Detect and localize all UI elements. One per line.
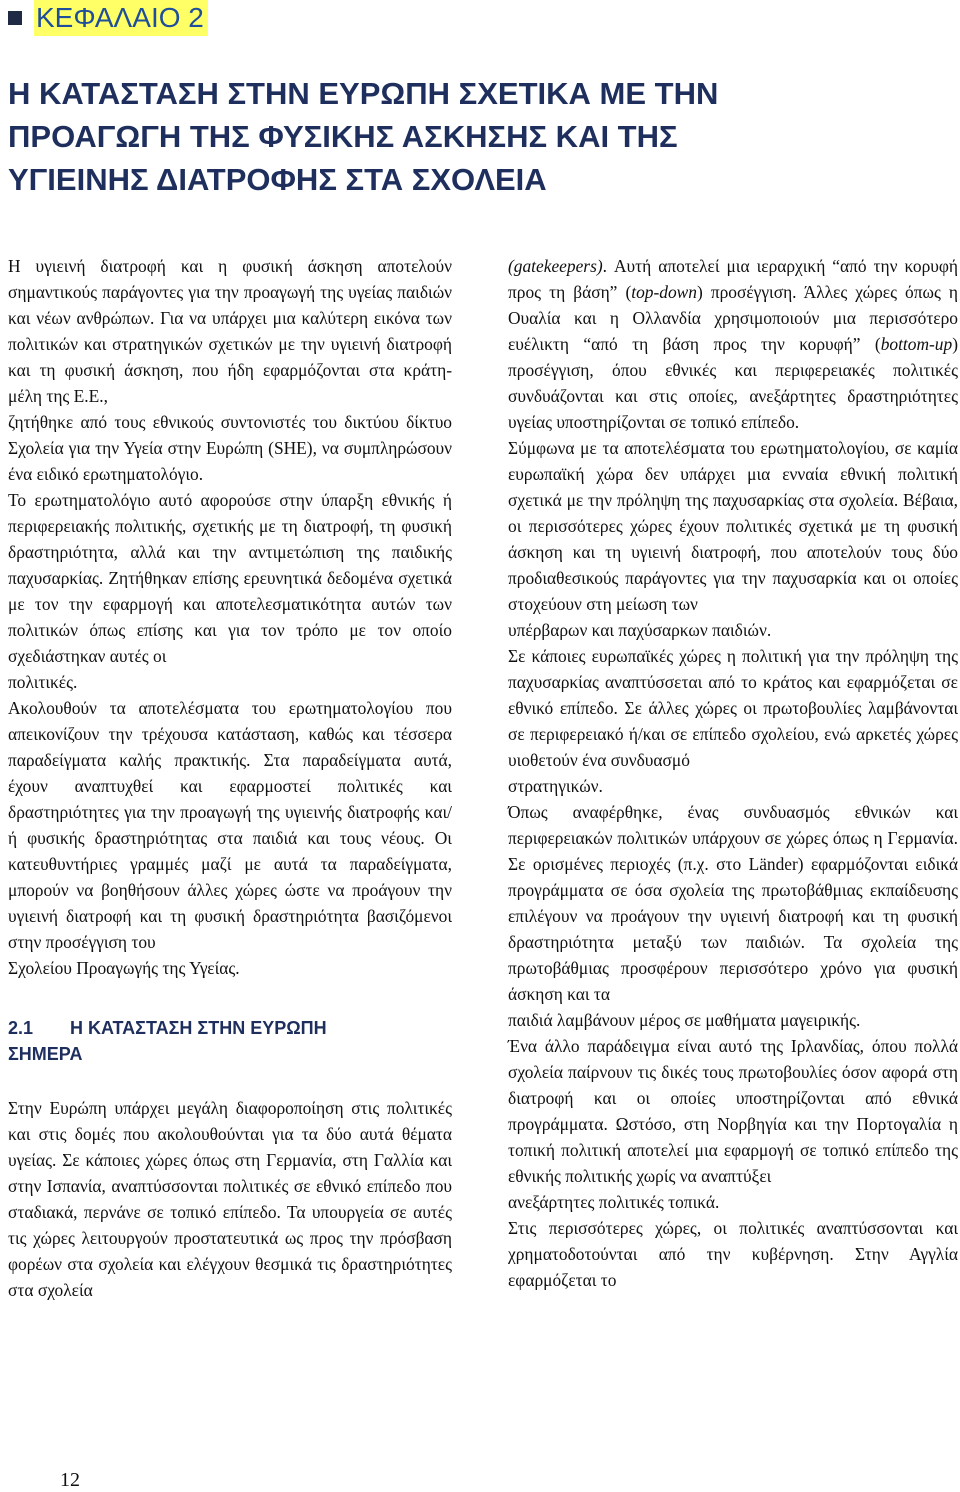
page-number: 12	[60, 1469, 80, 1491]
paragraph: Όπως αναφέρθηκε, ένας συνδυασμός εθνικών και περιφερειακών πολιτικών υπάρχουν σε χώρες όπως η Γερμανία. Σε ορισμένες περιοχές (π.χ. στο Länder) εφαρμόζονται ειδικά προγράμματα σε όσα σχολεία της πρωτοβάθμιας εκπαίδευσης επιλέγουν να προάγουν την υγιεινή διατροφή και τη φυσική δραστηριότητα μεταξύ των παιδιών. Τα σχολεία της πρωτοβάθμιας προσφέρουν περισσότερο χρόνο για φυσική άσκηση και τα παιδιά λαμβάνουν μέρος σε μαθήματα μαγειρικής.	[508, 802, 958, 1030]
italic-term: top-down	[631, 282, 697, 302]
square-bullet-icon	[8, 11, 22, 25]
paragraph: Σύμφωνα με τα αποτελέσματα του ερωτηματολογίου, σε καμία ευρωπαϊκή χώρα δεν υπάρχει μια ενναία εθνική πολιτική σχετικά με την πρόληψη της παχυσαρκίας στα σχολεία. Βέβαια, οι περισσότερες χώρες έχουν πολιτικές σχετικά με τη φυσική άσκηση και τη υγιεινή διατροφή, που αποτελούν τους δύο προδιαθεσικούς παράγοντες για την παχυσαρκία και οι οποίες στοχεύουν στη μείωση των υπέρβαρων και παχύσαρκων παιδιών.	[508, 438, 958, 640]
paragraph	[508, 253, 958, 435]
section-title: Η ΚΑΤΑΣΤΑΣΗ ΣΤΗΝ ΕΥΡΩΠΗ ΣΗΜΕΡΑ	[8, 1018, 327, 1064]
left-column	[8, 253, 452, 1303]
italic-term: (gatekeepers)	[508, 256, 603, 276]
paragraph: Ακολουθούν τα αποτελέσματα του ερωτηματολογίου που απεικονίζουν την τρέχουσα κατάσταση, καθώς και τέσσερα παραδείγματα καλής πρακτικής. Στα παραδείγματα αυτά, έχουν αναπτυχθεί και εφαρμοστεί πολιτικές και δραστηριότητες για την προαγωγή της υγιεινής διατροφής και/ ή φυσικής δραστηριότητας στα παιδιά και τους νέους. Οι κατευθυντήριες γραμμές μαζί με αυτά τα παραδείγματα, μπορούν να βοηθήσουν άλλες χώρες ώστε να προάγουν την υγιεινή διατροφή και τη φυσική δραστηριότητα βασιζόμενοι στην προσέγγιση του Σχολείου Προαγωγής της Υγείας.	[8, 698, 452, 978]
paragraph: Η υγιεινή διατροφή και η φυσική άσκηση αποτελούν σημαντικούς παράγοντες για την προαγωγή της υγείας παιδιών και νέων ανθρώπων. Για να υπάρχει μια καλύτερη εικόνα των πολιτικών και στρατηγικών σχετικών με την υγιεινή διατροφή και τη φυσική άσκηση, που ήδη εφαρμόζονται στα κράτη- μέλη της Ε.Ε., ζητήθηκε από τους εθνικούς συντονιστές του δικτύου δίκτυο Σχολεία για την Υγεία στην Ευρώπη (SHE), να συμπληρώσουν ένα ειδικό ερωτηματολόγιο.	[8, 256, 452, 484]
chapter-header	[8, 0, 208, 36]
paragraph: Ένα άλλο παράδειγμα είναι αυτό της Ιρλανδίας, όπου πολλά σχολεία παίρνουν τις δικές τους πρωτοβουλίες όσον αφορά στη διατροφή και οι οποίες υποστηρίζονται από εθνικά προγράμματα. Ωστόσο, στη Νορβηγία και την Πορτογαλία η τοπική πολιτική αποτελεί μια εφαρμογή σε τοπικό επίπεδο της εθνικής πολιτικής χωρίς να αναπτύξει ανεξάρτητες πολιτικές τοπικά.	[508, 1036, 958, 1212]
text-run: ) προσέγγιση. Άλλες χώρες όπως η Ουαλία και η Ολλανδία χρησιμοποιούν μια περισσότερο ευέλικτη “από τη βάση προς την κορυφή” (	[508, 282, 958, 354]
page-title: Η ΚΑΤΑΣΤΑΣΗ ΣΤΗΝ ΕΥΡΩΠΗ ΣΧΕΤΙΚΑ ΜΕ ΤΗΝ ΠΡΟΑΓΩΓΗ ΤΗΣ ΦΥΣΙΚΗΣ ΑΣΚΗΣΗΣ ΚΑΙ ΤΗΣ ΥΓΙΕΙΝΗΣ ΔΙΑΤΡΟΦΗΣ ΣΤΑ ΣΧΟΛΕΙΑ	[8, 76, 719, 197]
section-number: 2.1	[8, 1018, 34, 1038]
right-column	[508, 253, 958, 1293]
paragraph: Στην Ευρώπη υπάρχει μεγάλη διαφοροποίηση στις πολιτικές και στις δομές που ακολουθούνται για τα δύο αυτά θέματα υγείας. Σε κάποιες χώρες όπως στη Γερμανία, στη Γαλλία και στην Ισπανία, αναπτύσσονται πολιτικές σε εθνικό επίπεδο που σταδιακά, περνάνε σε τοπικό επίπεδο. Τα υπουργεία σε αυτές τις χώρες λειτουργούν προστατευτικά ως προς την πρόσβαση φορέων στα σχολεία και ελέγχουν θεσμικά τις δραστηριότητες στα σχολεία	[8, 1098, 452, 1300]
italic-term: bottom-up	[880, 334, 953, 354]
text-run: . Αυτή αποτελεί μια ιεραρχική “από την κορυφή προς τη βάση” (	[508, 256, 958, 302]
text-run: ) προσέγγιση, όπου εθνικές και περιφερειακές πολιτικές συνδυάζονται και στις οποίες, ανεξάρτητες δραστηριότητες υγείας υποστηρίζονται σε τοπικό επίπεδο.	[508, 334, 958, 432]
section-heading	[8, 1015, 452, 1067]
paragraph: Σε κάποιες ευρωπαϊκές χώρες η πολιτική για την πρόληψη της παχυσαρκίας αναπτύσσεται από το κράτος και εφαρμόζεται σε εθνικό επίπεδο. Σε άλλες χώρες οι πρωτοβουλίες λαμβάνονται σε περιφερειακό ή/και σε επίπεδο σχολείου, ενώ αρκετές χώρες υιοθετούν ένα συνδυασμό στρατηγικών.	[508, 646, 958, 796]
chapter-label: ΚΕΦΑΛΑΙΟ 2	[34, 0, 208, 36]
paragraph: Το ερωτηματολόγιο αυτό αφορούσε στην ύπαρξη εθνικής ή περιφερειακής πολιτικής, σχετικής με τη διατροφή, τη φυσική δραστηριότητα, αλλά και την αντιμετώπιση της παιδικής παχυσαρκίας. Ζητήθηκαν επίσης ερευνητικά δεδομένα σχετικά με τον την εφαρμογή και αποτελεσματικότητα αυτών των πολιτικών όπως επίσης και για τον τρόπο με τον οποίο σχεδιάστηκαν αυτές οι πολιτικές.	[8, 490, 452, 692]
paragraph: Στις περισσότερες χώρες, οι πολιτικές αναπτύσσονται και χρηματοδοτούνται από την κυβέρνηση. Στην Αγγλία εφαρμόζεται το	[508, 1218, 958, 1290]
